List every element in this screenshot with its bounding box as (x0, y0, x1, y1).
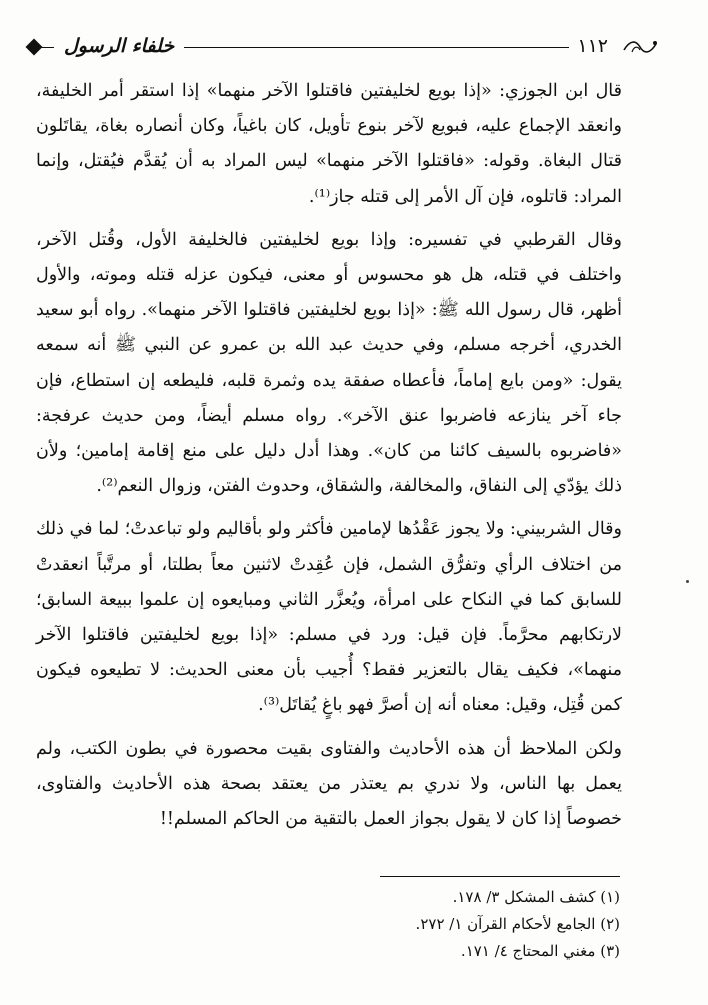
paragraph: ولكن الملاحظ أن هذه الأحاديث والفتاوى بقيت محصورة في بطون الكتب، ولم يعمل بها الناس، ولا ندري بم يعتذر من يعتقد بصحة هذه الأحاديث والفتاوى، خصوصاً إذا كان لا يقول بجواز العمل بالتقية من الحاكم المسلم!! (36, 738, 622, 830)
footnote: (١) كشف المشكل ٣/ ١٧٨. (452, 888, 620, 906)
margin-mark (686, 580, 689, 583)
page-number: ١١٢ (569, 30, 616, 62)
diamond-ornament-icon (26, 39, 43, 56)
flourish-ornament-icon (622, 36, 660, 58)
main-text (36, 74, 622, 845)
page-header (28, 30, 676, 64)
running-title: خلفاء الرسول (54, 30, 184, 62)
paragraph: وقال القرطبي في تفسيره: وإذا بويع لخليفتين فالخليفة الأول، وقُتل الآخر، واختلف في قتله، هل هو محسوس أو معنى، فيكون عزله قتله وموته، والأول أظهر، قال رسول الله ﷺ: «إذا بويع لخليفتين فاقتلوا الآخر منهما». رواه أبو سعيد الخدري، أخرجه مسلم، وفي حديث عبد الله بن عمرو عن النبي ﷺ أنه سمعه يقول: «ومن بايع إماماً، فأعطاه صفقة يده وثمرة قلبه، فليطعه إن استطاع، فإن جاء آخر ينازعه فاضربوا عنق الآخر». رواه مسلم أيضاً، ومن حديث عرفجة: «فاضربوه بالسيف كائنا من كان». وهذا أدل دليل على منع إقامة إمامين؛ ولأن ذلك يؤدّي إلى النفاق، والمخالفة، والشقاق، وحدوث الفتن، وزوال النعم⁽²⁾. (36, 229, 622, 497)
paragraph: وقال الشربيني: ولا يجوز عَقْدُها لإمامين فأكثر ولو بأقاليم ولو تباعدتْ؛ لما في ذلك من اختلاف الرأي وتفرُّق الشمل، فإن عُقِدتْ لاثنين معاً بطلتا، أو مرتَّباً انعقدتْ للسابق كما في النكاح على امرأة، ويُعزَّر الثاني ومبايعوه إن علموا ببيعة السابق؛ لارتكابهم محرَّماً. فإن قيل: ورد في مسلم: «إذا بويع لخليفتين فاقتلوا الآخر منهما»، فكيف يقال بالتعزير فقط؟ أُجيب بأن معنى الحديث: لا تطيعوه فيكون كمن قُتِل، وقيل: معناه أنه إن أصرَّ فهو باغٍ يُقاتَل⁽³⁾. (36, 519, 622, 716)
footnote-divider (380, 876, 620, 877)
footnote: (٢) الجامع لأحكام القرآن ١/ ٢٧٢. (415, 915, 620, 933)
footnote: (٣) مغني المحتاج ٤/ ١٧١. (460, 942, 620, 960)
paragraph: قال ابن الجوزي: «إذا بويع لخليفتين فاقتلوا الآخر منهما» إذا استقر أمر الخليفة، وانعقد الإجماع عليه، فبويع لآخر بنوع تأويل، كان باغياً، وكان أنصاره بغاة، يقاتَلون قتال البغاة. وقوله: «فاقتلوا الآخر منهما» ليس المراد به أن يُقدَّم فيُقتل، وإنما المراد: قاتلوه، فإن آل الأمر إلى قتله جاز⁽¹⁾. (36, 81, 622, 207)
footnotes (300, 884, 620, 965)
